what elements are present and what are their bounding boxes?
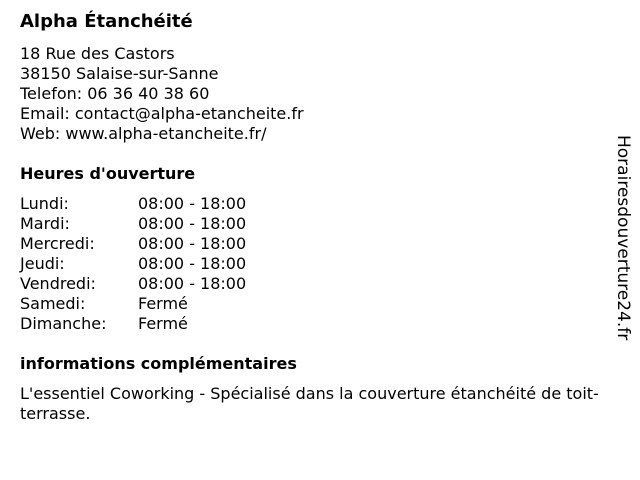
info-description: L'essentiel Coworking - Spécialisé dans la couverture étanchéité de toit-terrasse. xyxy=(20,384,599,423)
hours-time: 08:00 - 18:00 xyxy=(138,254,247,273)
website-link[interactable]: Web: www.alpha-etancheite.fr/ xyxy=(20,124,267,143)
hours-row-tuesday xyxy=(20,214,600,234)
business-card xyxy=(20,10,600,424)
hours-day: Vendredi: xyxy=(20,274,96,293)
business-name: Alpha Étanchéité xyxy=(20,11,193,32)
hours-heading: Heures d'ouverture xyxy=(20,164,196,183)
city-address: 38150 Salaise-sur-Sanne xyxy=(20,64,219,83)
hours-day: Dimanche: xyxy=(20,314,107,333)
hours-day: Mercredi: xyxy=(20,234,95,253)
hours-row-friday xyxy=(20,274,600,294)
info-heading: informations complémentaires xyxy=(20,354,297,373)
hours-table xyxy=(20,194,600,334)
hours-day: Jeudi: xyxy=(20,254,65,273)
hours-time: Fermé xyxy=(138,314,188,333)
hours-row-sunday xyxy=(20,314,600,334)
hours-time: 08:00 - 18:00 xyxy=(138,274,247,293)
hours-day: Mardi: xyxy=(20,214,70,233)
phone-number[interactable]: Telefon: 06 36 40 38 60 xyxy=(20,84,210,103)
hours-time: 08:00 - 18:00 xyxy=(138,194,247,213)
hours-row-saturday xyxy=(20,294,600,314)
hours-day: Lundi: xyxy=(20,194,69,213)
email-address[interactable]: Email: contact@alpha-etancheite.fr xyxy=(20,104,304,123)
hours-day: Samedi: xyxy=(20,294,86,313)
site-watermark: Horairesdouverture24.fr xyxy=(613,135,633,341)
hours-time: Fermé xyxy=(138,294,188,313)
hours-time: 08:00 - 18:00 xyxy=(138,214,247,233)
street-address: 18 Rue des Castors xyxy=(20,44,175,63)
hours-time: 08:00 - 18:00 xyxy=(138,234,247,253)
hours-row-thursday xyxy=(20,254,600,274)
hours-row-monday xyxy=(20,194,600,214)
hours-row-wednesday xyxy=(20,234,600,254)
